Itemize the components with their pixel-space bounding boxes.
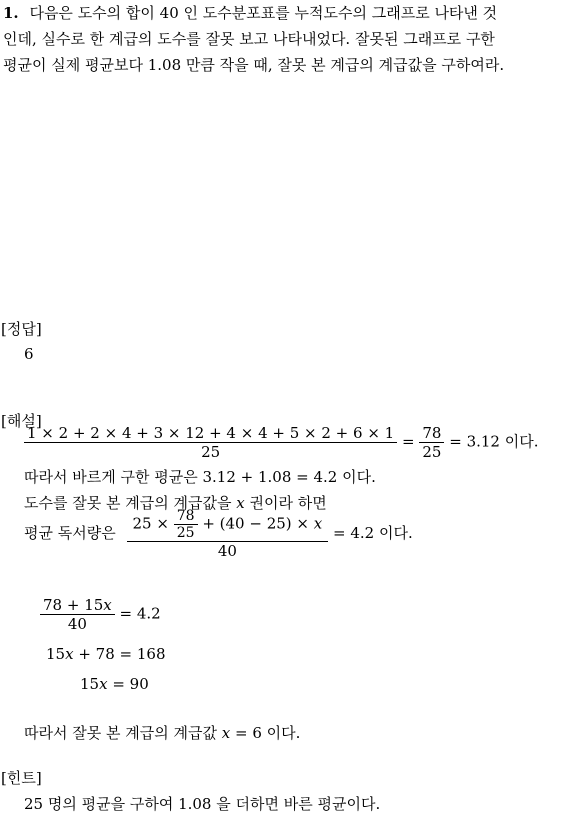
fraction-sum: $\frac{1 \times 2 + 2 \times 4 + 3 \times 12 + 4 \times 4 + 5 \times 2 + 6 \times 1}{25}$ bbox=[24, 424, 397, 461]
solution-line-correct-mean: 따라서 바르게 구한 평균은 3.12 + 1.08 = 4.2 이다. bbox=[24, 468, 376, 486]
problem-number: 1. bbox=[3, 4, 19, 22]
equation-step-1: $\frac{78 + 15x}{40}$ = 4.2 bbox=[40, 596, 161, 633]
problem-line-1: 다음은 도수의 합이 40 인 도수분포표를 누적도수의 그래프로 나타낸 것 bbox=[29, 4, 498, 22]
hint-text: 25 명의 평균을 구하여 1.08 을 더하면 바른 평균이다. bbox=[24, 795, 381, 813]
solution-label: [해설] bbox=[1, 412, 42, 430]
solution-line-assume: 도수를 잘못 본 계급의 계급값을 x 권이라 하면 bbox=[24, 494, 327, 512]
problem-statement bbox=[3, 0, 504, 78]
equation-step-3: 15x = 90 bbox=[80, 675, 149, 693]
problem-line-2: 인데, 실수로 한 계급의 도수를 잘못 보고 나타내었다. 잘못된 그래프로 구한 bbox=[3, 30, 495, 48]
equation-mean-reading: 평균 독서량은 25 × $\frac{78}{25}$ + (40 − 25) × x 40 = 4.2 이다. bbox=[24, 508, 413, 560]
answer-value: 6 bbox=[24, 345, 34, 363]
hint-label: [힌트] bbox=[1, 769, 42, 787]
equation-step-2: 15x + 78 = 168 bbox=[46, 645, 166, 663]
answer-label: [정답] bbox=[1, 320, 42, 338]
fraction-mean: 25 × $\frac{78}{25}$ + (40 − 25) × x 40 bbox=[127, 508, 329, 560]
problem-line-3: 평균이 실제 평균보다 1.08 만큼 작을 때, 잘못 본 계급의 계급값을 구하여라. bbox=[3, 56, 505, 74]
equation-mean-wrong: $\frac{1 \times 2 + 2 \times 4 + 3 \times 12 + 4 \times 4 + 5 \times 2 + 6 \times 1}{25}$ = $\frac{78}{25}$ = 3.12 이다. bbox=[24, 424, 539, 461]
solution-conclusion: 따라서 잘못 본 계급의 계급값 x = 6 이다. bbox=[24, 724, 301, 742]
fraction-78-25: $\frac{78}{25}$ bbox=[419, 424, 444, 461]
